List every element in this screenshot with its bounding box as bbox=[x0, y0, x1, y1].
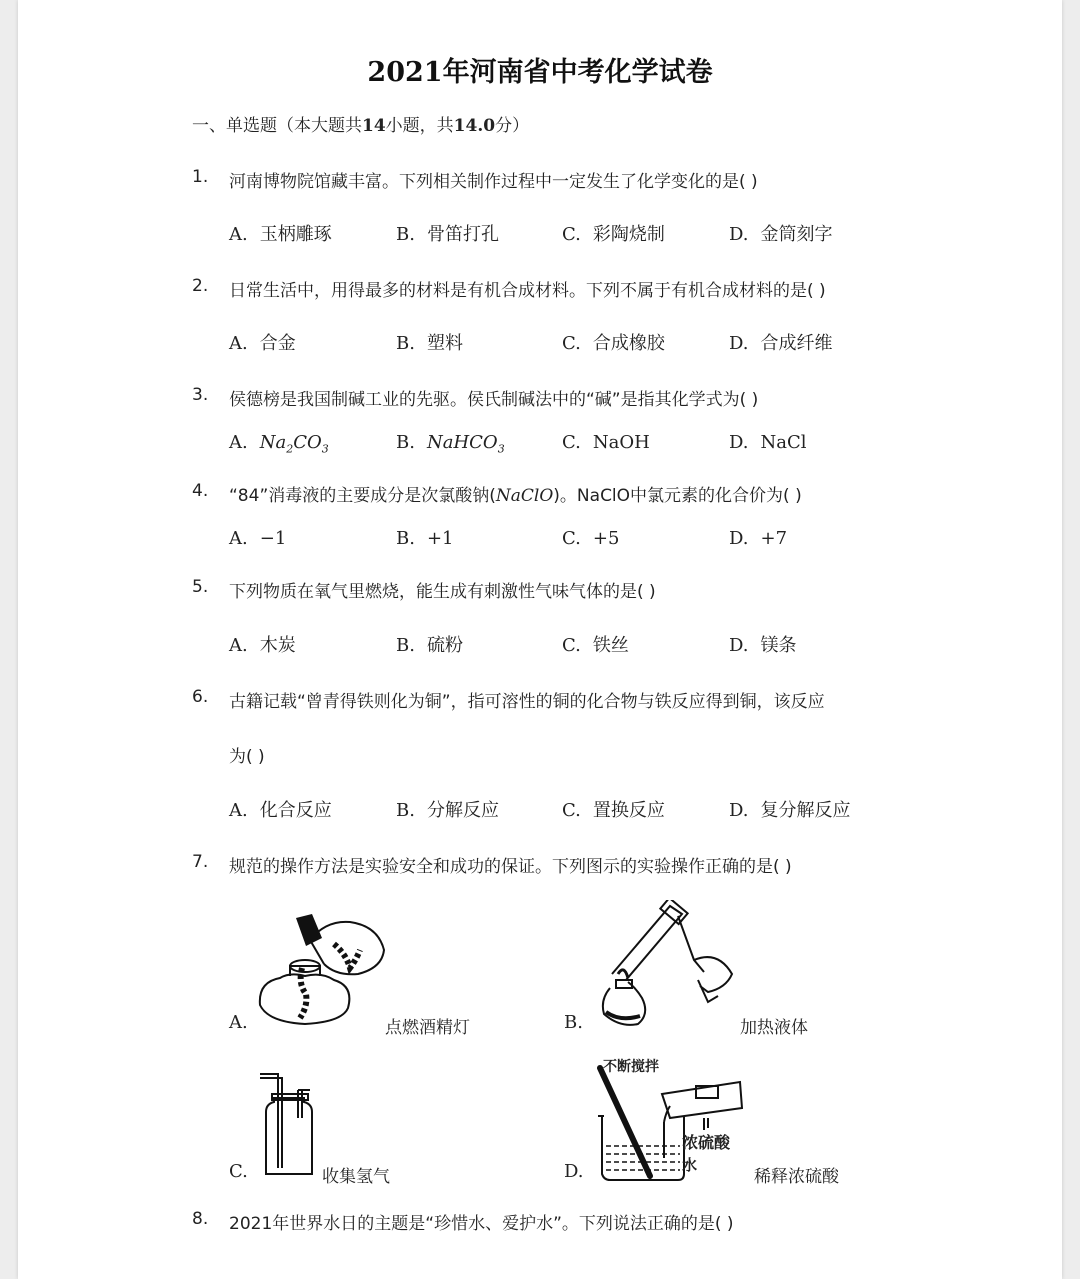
q4-option-d: D. +7 bbox=[729, 528, 788, 549]
q3-option-a: A. $Na_2CO_3$ bbox=[229, 432, 329, 456]
q7-option-c: C. bbox=[229, 1161, 248, 1182]
q3-option-d: D. NaCl bbox=[729, 432, 807, 453]
q1-option-b: B. 骨笛打孔 bbox=[396, 224, 499, 245]
q7-option-a: A. bbox=[229, 1012, 248, 1033]
q5-option-d: D. 镁条 bbox=[729, 635, 797, 656]
q6-option-a: A. 化合反应 bbox=[229, 800, 332, 821]
q6-option-b: B. 分解反应 bbox=[396, 800, 499, 821]
q1-option-d: D. 金筒刻字 bbox=[729, 224, 833, 245]
acid-label: 浓硫酸 bbox=[682, 1133, 731, 1152]
q5-option-b: B. 硫粉 bbox=[396, 635, 463, 656]
q2-option-a: A. 合金 bbox=[229, 333, 296, 354]
q4-option-a: A. −1 bbox=[229, 528, 287, 549]
q4-option-c: C. +5 bbox=[562, 528, 620, 549]
section-header: 一、单选题（本大题共14小题，共14.0分） bbox=[192, 116, 530, 136]
q2-option-b: B. 塑料 bbox=[396, 333, 463, 354]
q5-option-c: C. 铁丝 bbox=[562, 635, 629, 656]
q7-option-b: B. bbox=[564, 1012, 583, 1033]
q6-option-d: D. 复分解反应 bbox=[729, 800, 851, 821]
water-label: 水 bbox=[682, 1156, 698, 1174]
q4-option-b: B. +1 bbox=[396, 528, 454, 549]
q2-option-c: C. 合成橡胶 bbox=[562, 333, 665, 354]
q6-option-c: C. 置换反应 bbox=[562, 800, 665, 821]
q5-option-a: A. 木炭 bbox=[229, 635, 296, 656]
alcohol-lamp-lighting-figure bbox=[250, 910, 390, 1035]
q2-option-d: D. 合成纤维 bbox=[729, 333, 833, 354]
q7-option-c-caption: 收集氢气 bbox=[322, 1167, 390, 1187]
q3-option-c: C. NaOH bbox=[562, 432, 650, 453]
q7-option-d: D. bbox=[564, 1161, 584, 1182]
q3-option-b: B. NaHCO$_3$ bbox=[396, 432, 505, 456]
heating-liquid-figure bbox=[590, 900, 740, 1035]
dilute-sulfuric-acid-figure bbox=[592, 1058, 752, 1188]
formula-na2co3: $Na_2CO_3$ bbox=[259, 432, 329, 456]
q7-option-d-caption: 稀释浓硫酸 bbox=[754, 1167, 839, 1187]
formula-naclo: NaClO bbox=[495, 486, 554, 506]
page-title: 2021年河南省中考化学试卷 bbox=[367, 57, 713, 88]
q1-option-c: C. 彩陶烧制 bbox=[562, 224, 665, 245]
q7-option-b-caption: 加热液体 bbox=[740, 1018, 808, 1038]
q1-option-a: A. 玉柄雕琢 bbox=[229, 224, 332, 245]
stir-label: 不断搅拌 bbox=[603, 1059, 659, 1075]
q7-option-a-caption: 点燃酒精灯 bbox=[385, 1018, 470, 1038]
gas-collection-bottle-figure bbox=[258, 1068, 318, 1180]
formula-nahco3: NaHCO$_3$ bbox=[426, 432, 505, 456]
